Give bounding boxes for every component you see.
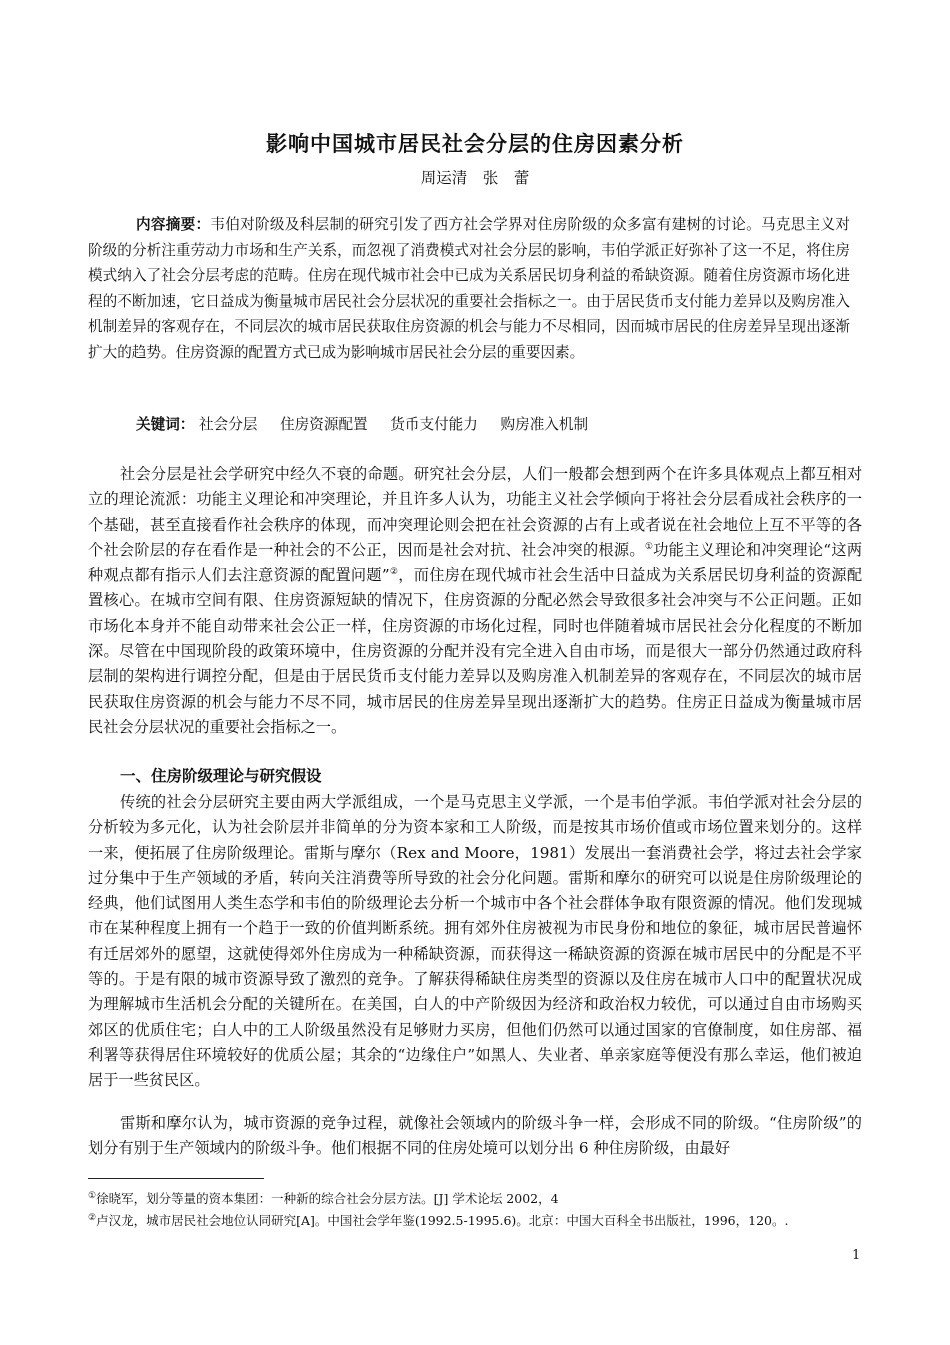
- keyword-item: 社会分层: [199, 416, 258, 433]
- footnote-item: [88, 1210, 878, 1232]
- body-text-segment: ，而住房在现代城市社会生活中日益成为关系居民切身利益的资源配置核心。在城市空间有限、住房资源短缺的情况下，住房资源的分配必然会导致很多社会冲突与不公正问题。正如市场化本身并不能自动带来社会公正一样，住房资源的市场化过程，同时也伴随着城市居民社会分化程度的不断加深。尽管在中国现阶段的政策环境中，住房资源的分配并没有完全进入自由市场，而是很大一部分仍然通过政府科层制的架构进行调控分配，但是由于居民货币支付能力差异以及购房准入机制差异的客观存在，不同层次的城市居民获取住房资源的机会与能力不尽不同，城市居民的住房差异呈现出逐渐扩大的趋势。住房正日益成为衡量城市居民社会分层状况的重要社会指标之一。: [88, 566, 863, 736]
- abstract-label: 内容摘要：: [136, 216, 211, 233]
- abstract-text: 韦伯对阶级及科层制的研究引发了西方社会学界对住房阶级的众多富有建树的讨论。马克思主义对阶级的分析注重劳动力市场和生产关系，而忽视了消费模式对社会分层的影响，韦伯学派正好弥补了这一不足，将住房模式纳入了社会分层考虑的范畴。住房在现代城市社会中已成为关系居民切身利益的希缺资源。随着住房资源市场化进程的不断加速，它日益成为衡量城市居民社会分层状况的重要社会指标之一。由于居民货币支付能力差异以及购房准入机制差异的客观存在，不同层次的城市居民获取住房资源的机会与能力不尽相同，因而城市居民的住房差异呈现出逐渐扩大的趋势。住房资源的配置方式已成为影响城市居民社会分层的重要因素。: [88, 216, 850, 361]
- keyword-item: 货币支付能力: [390, 416, 478, 433]
- paper-authors: 周运清 张 蕾: [420, 169, 530, 187]
- footnote-text: 徐晓军，划分等量的资本集团：一种新的综合社会分层方法。[J] 学术论坛 2002，4: [96, 1191, 559, 1206]
- section-heading: 一、住房阶级理论与研究假设: [120, 767, 322, 785]
- footnote-mark: ②: [88, 1212, 97, 1223]
- body-paragraph-theory: [88, 790, 862, 1094]
- paper-title: 影响中国城市居民社会分层的住房因素分析: [266, 131, 684, 156]
- paragraph-text: 雷斯和摩尔认为，城市资源的竞争过程，就像社会领域内的阶级斗争一样，会形成不同的阶级。“住房阶级”的划分有别于生产领域内的阶级斗争。他们根据不同的住房处境可以划分出 6 种住房阶级，由最好: [88, 1114, 862, 1158]
- body-text-segment: 功能主义理论和冲突理论“这两种观点都有指示人们去注意资源的配置问题”: [88, 540, 863, 585]
- page-number: 1: [852, 1248, 861, 1263]
- footnote-ref-1: ①: [644, 541, 654, 552]
- body-paragraph-intro: [88, 462, 862, 740]
- footnote-item: [88, 1188, 878, 1210]
- body-paragraph-rex-moore: [88, 1111, 862, 1162]
- footnote-divider: [88, 1178, 264, 1179]
- keyword-item: 住房资源配置: [280, 416, 368, 433]
- abstract: [88, 212, 850, 366]
- footnote-ref-2: ②: [389, 567, 399, 578]
- paragraph-text: 传统的社会分层研究主要由两大学派组成，一个是马克思主义学派，一个是韦伯学派。韦伯学派对社会分层的分析较为多元化，认为社会阶层并非简单的分为资本家和工人阶级，而是按其市场价值或市场位置来划分的。这样一来，便拓展了住房阶级理论。雷斯与摩尔（Rex and Moore，1981）发展出一套消费社会学，将过去社会学家过分集中于生产领域的矛盾，转向关注消费等所导致的社会分化问题。雷斯和摩尔的研究可以说是住房阶级理论的经典，他们试图用人类生态学和韦伯的阶级理论去分析一个城市中各个社会群体争取有限资源的情况。他们发现城市在某种程度上拥有一个趋于一致的价值判断系统。拥有郊外住房被视为市民身份和地位的象征，城市居民普遍怀有迁居郊外的愿望，这就使得郊外住房成为一种稀缺资源，而获得这一稀缺资源的资源在城市居民中的分配是不平等的。于是有限的城市资源导致了激烈的竞争。了解获得稀缺住房类型的资源以及住房在城市人口中的配置状况成为理解城市生活机会分配的关键所在。在美国，白人的中产阶级因为经济和政治权力较优，可以通过自由市场购买郊区的优质住宅；白人中的工人阶级虽然没有足够财力买房，但他们仍然可以通过国家的官僚制度，如住房部、福利署等获得居住环境较好的优质公屋；其余的“边缘住户”如黑人、失业者、单亲家庭等便没有那么幸运，他们被迫居于一些贫民区。: [88, 793, 862, 1090]
- keywords: [136, 413, 606, 434]
- keyword-item: 购房准入机制: [500, 416, 589, 433]
- footnote-mark: ①: [88, 1190, 97, 1201]
- footnote-text: 卢汉龙，城市居民社会地位认同研究[A]。中国社会学年鉴(1992.5-1995.6)。北京：中国大百科全书出版社，1996，120。.: [96, 1213, 789, 1228]
- footnotes: [88, 1188, 878, 1232]
- body-text-segment: 社会分层是社会学研究中经久不衰的命题。研究社会分层，人们一般都会想到两个在许多具体观点上都互相对立的理论流派：功能主义理论和冲突理论，并且许多人认为，功能主义社会学倾向于将社会分层看成社会秩序的一个基础，甚至直接看作社会秩序的体现，而冲突理论则会把在社会资源的占有上或者说在社会地位上互不平等的各个社会阶层的存在看作是一种社会的不公正，因而是社会对抗、社会冲突的根源。: [88, 465, 862, 559]
- keywords-label: 关键词：: [136, 416, 195, 433]
